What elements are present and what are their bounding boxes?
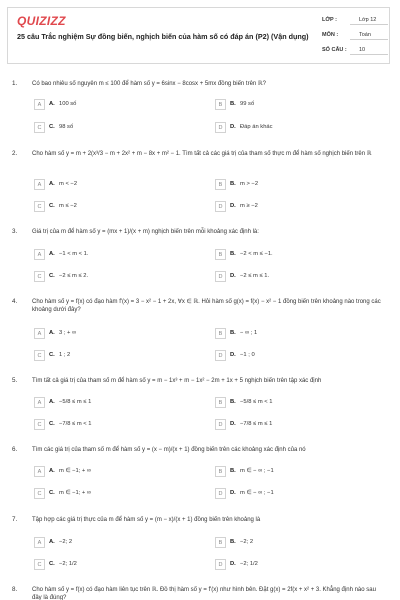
question-text: Cho hàm số y = f(x) có đạo hàm liên tục trên ℝ. Đồ thị hàm số y = f'(x) như hình bên. Đặt g(x) = 2f(x + x² + 3. Khẳng định nào sau đây là đúng? xyxy=(32,587,376,600)
worksheet-title: 25 câu Trắc nghiệm Sự đồng biến, nghịch biến của hàm số có đáp án (P2) (Vận dụng) xyxy=(17,32,309,41)
option-box: A xyxy=(34,249,45,260)
question-text: Cho hàm số y = f(x) có đạo hàm f'(x) = 3 − x² − 1 + 2x, ∀x ∈ ℝ. Hỏi hàm số g(x) = f(x) − x² − 1 đồng biến trên khoảng nào trong các khoảng dưới đây? xyxy=(32,299,381,313)
option-c[interactable] xyxy=(34,271,184,282)
option-b[interactable] xyxy=(215,99,365,110)
option-box: D xyxy=(215,201,226,212)
option-text: −5/8 ≤ m < 1 xyxy=(240,399,273,405)
question-text: Tập hợp các giá trị thực của m để hàm số y = (m − x)/(x + 1) đồng biến trên khoảng là xyxy=(32,517,261,523)
subject-label: MÔN : xyxy=(322,32,339,38)
option-text: 1 ; 2 xyxy=(59,352,71,358)
option-label: A. xyxy=(49,181,55,187)
option-a[interactable] xyxy=(34,179,184,190)
option-text: −2 < m ≤ −1. xyxy=(240,251,273,257)
option-label: D. xyxy=(230,273,236,279)
option-box: B xyxy=(215,466,226,477)
option-text: 100 số xyxy=(59,101,77,107)
option-text: − ∞ ; 1 xyxy=(240,330,258,336)
option-c[interactable] xyxy=(34,559,184,570)
option-text: Đáp án khác xyxy=(240,124,273,130)
subject-underline xyxy=(350,39,388,40)
option-label: B. xyxy=(230,251,236,257)
option-label: A. xyxy=(49,539,55,545)
question-text: Giá trị của m để hàm số y = (mx + 1)/(x + m) nghịch biến trên mỗi khoảng xác định là: xyxy=(32,229,259,235)
option-box: C xyxy=(34,122,45,133)
option-label: A. xyxy=(49,330,55,336)
question-text: Cho hàm số y = m + 2(x³/3 − m + 2x² + m − 8x + m² − 1. Tìm tất cả các giá trị của tham số thực m để hàm số nghịch biến trên ℝ xyxy=(32,151,372,157)
option-b[interactable] xyxy=(215,249,365,260)
option-box: A xyxy=(34,99,45,110)
count-value: 10 xyxy=(359,47,366,53)
option-box: A xyxy=(34,328,45,339)
option-c[interactable] xyxy=(34,122,184,133)
option-label: A. xyxy=(49,251,55,257)
option-text: −1 < m < 1. xyxy=(59,251,89,257)
option-box: B xyxy=(215,249,226,260)
option-label: C. xyxy=(49,273,55,279)
option-box: C xyxy=(34,350,45,361)
option-label: B. xyxy=(230,101,236,107)
question-number: 3. xyxy=(12,228,18,235)
option-label: B. xyxy=(230,181,236,187)
option-text: m ∈ − ∞ ; −1 xyxy=(240,468,274,474)
option-text: −2 ≤ m ≤ 2. xyxy=(59,273,89,279)
option-text: −7/8 ≤ m ≤ 1 xyxy=(240,421,273,427)
option-b[interactable] xyxy=(215,328,365,339)
option-box: B xyxy=(215,99,226,110)
option-box: C xyxy=(34,271,45,282)
option-d[interactable] xyxy=(215,488,365,499)
option-text: −2; 1/2 xyxy=(59,561,77,567)
option-box: D xyxy=(215,271,226,282)
option-d[interactable] xyxy=(215,419,365,430)
option-label: D. xyxy=(230,352,236,358)
option-text: 3 ; + ∞ xyxy=(59,330,77,336)
option-d[interactable] xyxy=(215,122,365,133)
question-number: 5. xyxy=(12,377,18,384)
option-label: C. xyxy=(49,421,55,427)
option-text: −1 ; 0 xyxy=(240,352,255,358)
option-b[interactable] xyxy=(215,537,365,548)
option-a[interactable] xyxy=(34,537,184,548)
option-b[interactable] xyxy=(215,179,365,190)
option-box: D xyxy=(215,419,226,430)
option-text: −2; 2 xyxy=(59,539,73,545)
question-text: Tìm các giá trị của tham số m để hàm số y = (x − m)/(x + 1) đồng biến trên các khoảng xác định của nó xyxy=(32,447,306,453)
question-number: 6. xyxy=(12,446,18,453)
option-label: B. xyxy=(230,468,236,474)
option-box: C xyxy=(34,419,45,430)
option-box: D xyxy=(215,122,226,133)
option-text: m ∈ −1; + ∞ xyxy=(59,490,92,496)
question-number: 7. xyxy=(12,516,18,523)
option-a[interactable] xyxy=(34,466,184,477)
option-a[interactable] xyxy=(34,328,184,339)
class-field xyxy=(322,15,388,25)
option-text: −2 ≤ m ≤ 1. xyxy=(240,273,270,279)
option-box: C xyxy=(34,559,45,570)
option-label: A. xyxy=(49,101,55,107)
option-label: C. xyxy=(49,352,55,358)
count-label: SỐ CÂU : xyxy=(322,47,347,53)
class-value: Lớp 12 xyxy=(359,17,377,23)
subject-value: Toán xyxy=(359,32,371,38)
count-underline xyxy=(350,54,388,55)
option-d[interactable] xyxy=(215,201,365,212)
option-text: m < −2 xyxy=(59,181,78,187)
quizizz-logo: QUIZIZZ xyxy=(17,14,66,28)
option-c[interactable] xyxy=(34,419,184,430)
class-label: LỚP : xyxy=(322,17,337,23)
class-underline xyxy=(350,24,388,25)
option-label: D. xyxy=(230,421,236,427)
option-box: A xyxy=(34,466,45,477)
option-box: C xyxy=(34,201,45,212)
option-text: m > −2 xyxy=(240,181,259,187)
option-b[interactable] xyxy=(215,466,365,477)
option-box: D xyxy=(215,559,226,570)
option-box: B xyxy=(215,179,226,190)
option-text: 99 số xyxy=(240,101,255,107)
option-box: D xyxy=(215,350,226,361)
question-number: 1. xyxy=(12,80,18,87)
option-b[interactable] xyxy=(215,397,365,408)
option-text: m ∈ −1; + ∞ xyxy=(59,468,92,474)
question-text: Có bao nhiêu số nguyên m ≤ 100 để hàm số y = 6sinx − 8cosx + 5mx đồng biến trên ℝ? xyxy=(32,81,267,87)
option-box: C xyxy=(34,488,45,499)
option-label: C. xyxy=(49,561,55,567)
option-text: m ≥ −2 xyxy=(240,203,258,209)
option-c[interactable] xyxy=(34,201,184,212)
option-box: A xyxy=(34,179,45,190)
count-field xyxy=(322,45,388,55)
option-label: B. xyxy=(230,330,236,336)
option-text: −2; 1/2 xyxy=(240,561,258,567)
option-d[interactable] xyxy=(215,559,365,570)
option-text: −2; 2 xyxy=(240,539,254,545)
option-box: A xyxy=(34,397,45,408)
option-label: C. xyxy=(49,124,55,130)
option-d[interactable] xyxy=(215,271,365,282)
option-c[interactable] xyxy=(34,350,184,361)
option-a[interactable] xyxy=(34,99,184,110)
option-label: D. xyxy=(230,203,236,209)
option-label: C. xyxy=(49,490,55,496)
option-text: 98 số xyxy=(59,124,74,130)
subject-field xyxy=(322,30,388,40)
option-c[interactable] xyxy=(34,488,184,499)
option-box: D xyxy=(215,488,226,499)
option-box: A xyxy=(34,537,45,548)
option-label: D. xyxy=(230,124,236,130)
option-text: −7/8 ≤ m < 1 xyxy=(59,421,92,427)
question-number: 4. xyxy=(12,298,18,305)
question-number: 8. xyxy=(12,586,18,593)
option-text: m ≤ −2 xyxy=(59,203,77,209)
option-box: B xyxy=(215,328,226,339)
question-text: Tìm tất cả giá trị của tham số m để hàm số y = m − 1x³ + m − 1x² − 2m + 1x + 5 nghịch biến trên tập xác định xyxy=(32,378,322,384)
option-box: B xyxy=(215,397,226,408)
option-box: B xyxy=(215,537,226,548)
option-label: B. xyxy=(230,399,236,405)
option-text: m ∈ − ∞ ; −1 xyxy=(240,490,274,496)
question-number: 2. xyxy=(12,150,18,157)
option-text: −5/8 ≤ m ≤ 1 xyxy=(59,399,92,405)
option-label: D. xyxy=(230,490,236,496)
option-label: A. xyxy=(49,468,55,474)
option-d[interactable] xyxy=(215,350,365,361)
option-label: B. xyxy=(230,539,236,545)
option-a[interactable] xyxy=(34,249,184,260)
option-label: D. xyxy=(230,561,236,567)
option-label: A. xyxy=(49,399,55,405)
option-a[interactable] xyxy=(34,397,184,408)
worksheet-header xyxy=(7,7,390,64)
option-label: C. xyxy=(49,203,55,209)
